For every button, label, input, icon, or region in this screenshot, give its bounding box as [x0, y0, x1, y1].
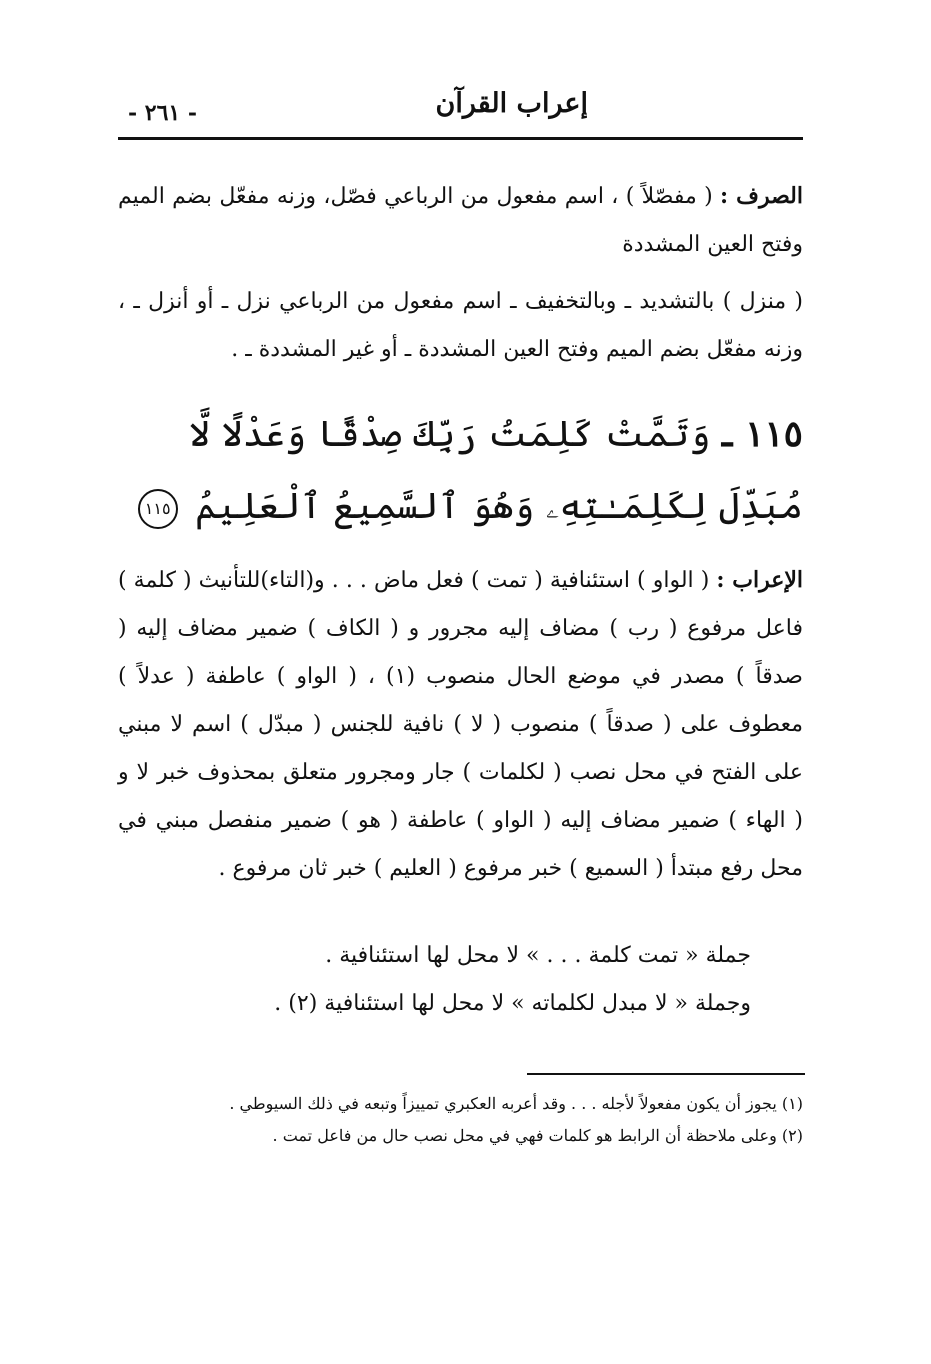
page-header — [118, 82, 803, 140]
jumla-line-2: وجملة « لا مبدل لكلماته » لا محل لها استئنافية (٢) . — [274, 991, 751, 1016]
page-number: - ٢٦١ - — [128, 100, 198, 126]
footnote-2: (٢) وعلى ملاحظة أن الرابط هو كلمات فهي في محل نصب حال من فاعل تمت . — [272, 1126, 803, 1145]
verse-text: وَتَمَّتْ كَلِمَتُ رَبِّكَ صِدْقًا وَعَدْلًا لَّا مُبَدِّلَ لِكَلِمَـٰتِهِۦ وَهُوَ ٱلسَّمِيعُ ٱلْعَلِيمُ — [189, 414, 803, 527]
running-title: إعراب القرآن — [435, 88, 588, 119]
sarf-paragraph-1 — [118, 172, 803, 269]
jumla-line-1: جملة « تمت كلمة . . . » لا محل لها استئنافية . — [325, 943, 751, 968]
quran-verse — [118, 398, 803, 543]
irab-paragraph — [118, 556, 803, 893]
sarf-paragraph-2 — [118, 278, 803, 374]
irab-text: ( الواو ) استئنافية ( تمت ) فعل ماض . . . و(التاء)للتأنيث ( كلمة ) فاعل مرفوع ( رب ) مضاف إليه مجرور و ( الكاف ) ضمير مضاف إليه ( صدقاً ) مصدر في موضع الحال منصوب (١) ، ( الواو ) عاطفة ( عدلاً ) معطوف على ( صدقاً ) منصوب ( لا ) نافية للجنس ( مبدّل ) اسم لا مبني على الفتح في محل نصب ( لكلمات ) جار ومجرور متعلق بمحذوف خبر لا و ( الهاء ) ضمير مضاف إليه ( الواو ) عاطفة ( هو ) ضمير منفصل مبني في محل رفع مبتدأ ( السميع ) خبر مرفوع ( العليم ) خبر ثان مرفوع . — [118, 568, 803, 881]
verse-number: ١١٥ ـ — [721, 413, 803, 455]
header-rule — [118, 137, 803, 140]
irab-label: الإعراب : — [716, 567, 804, 593]
ayah-marker: ١١٥ — [138, 489, 178, 529]
sarf-text-1: ( مفصّلاً ) ، اسم مفعول من الرباعي فصّل، وزنه مفعّل بضم الميم وفتح العين المشددة — [118, 184, 803, 257]
footnotes — [118, 1088, 803, 1152]
footnote-1: (١) يجوز أن يكون مفعولاً لأجله . . . وقد أعربه العكبري تمييزاً وتبعه في ذلك السيوطي . — [229, 1094, 803, 1113]
sarf-label: الصرف : — [720, 183, 803, 209]
footnote-separator — [527, 1073, 805, 1075]
sarf-text-2: ( منزل ) بالتشديد ـ وبالتخفيف ـ اسم مفعول من الرباعي نزل ـ أو أنزل ـ ، وزنه مفعّل بضم الميم وفتح العين المشددة ـ أو غير المشددة ـ . — [118, 289, 803, 362]
